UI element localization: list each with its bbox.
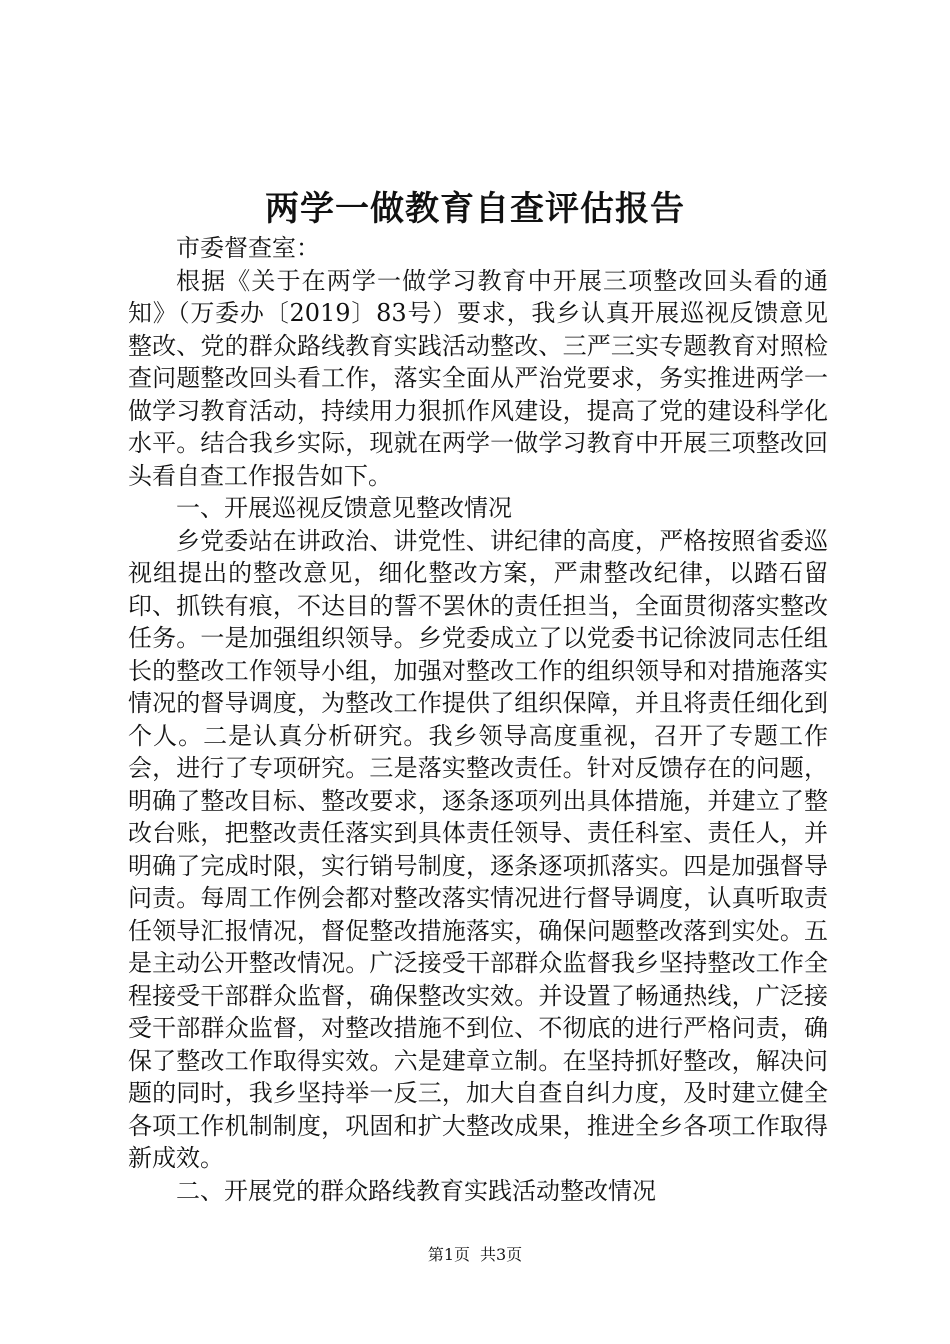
page-footer — [0, 1244, 950, 1266]
page-total: 共3页 — [480, 1245, 523, 1264]
document-body — [128, 232, 828, 1207]
section-heading-1: 一、开展巡视反馈意见整改情况 — [176, 494, 512, 522]
section-1-paragraph: 乡党委站在讲政治、讲党性、讲纪律的高度，严格按照省委巡视组提出的整改意见，细化整改方案，严肃整改纪律，以踏石留印、抓铁有痕，不达目的誓不罢休的责任担当，全面贯彻落实整改任务。一是加强组织领导。乡党委成立了以党委书记徐波同志任组长的整改工作领导小组，加强对整改工作的组织领导和对措施落实情况的督导调度，为整改工作提供了组织保障，并且将责任细化到个人。二是认真分析研究。我乡领导高度重视，召开了专题工作会，进行了专项研究。三是落实整改责任。针对反馈存在的问题，明确了整改目标、整改要求，逐条逐项列出具体措施，并建立了整改台账，把整改责任落实到具体责任领导、责任科室、责任人，并明确了完成时限，实行销号制度，逐条逐项抓落实。四是加强督导问责。每周工作例会都对整改落实情况进行督导调度，认真听取责任领导汇报情况，督促整改措施落实，确保问题整改落到实处。五是主动公开整改情况。广泛接受干部群众监督我乡坚持整改工作全程接受干部群众监督，确保整改实效。并设置了畅通热线，广泛接受干部群众监督，对整改措施不到位、不彻底的进行严格问责，确保了整改工作取得实效。六是建章立制。在坚持抓好整改，解决问题的同时，我乡坚持举一反三，加大自查自纠力度，及时建立健全各项工作机制制度，巩固和扩大整改成果，推进全乡各项工作取得新成效。 — [128, 526, 828, 1172]
page-number: 第1页 — [427, 1245, 470, 1264]
salutation: 市委督查室： — [176, 234, 320, 262]
section-heading-2: 二、开展党的群众路线教育实践活动整改情况 — [176, 1176, 656, 1205]
document-title: 两学一做教育自查评估报告 — [265, 189, 685, 229]
intro-paragraph: 根据《关于在两学一做学习教育中开展三项整改回头看的通知》（万委办〔2019〕83号）要求，我乡认真开展巡视反馈意见整改、党的群众路线教育实践活动整改、三严三实专题教育对照检查问题整改回头看工作，落实全面从严治党要求，务实推进两学一做学习教育活动，持续用力狠抓作风建设，提高了党的建设科学化水平。结合我乡实际，现就在两学一做学习教育中开展三项整改回头看自查工作报告如下。 — [128, 266, 828, 490]
